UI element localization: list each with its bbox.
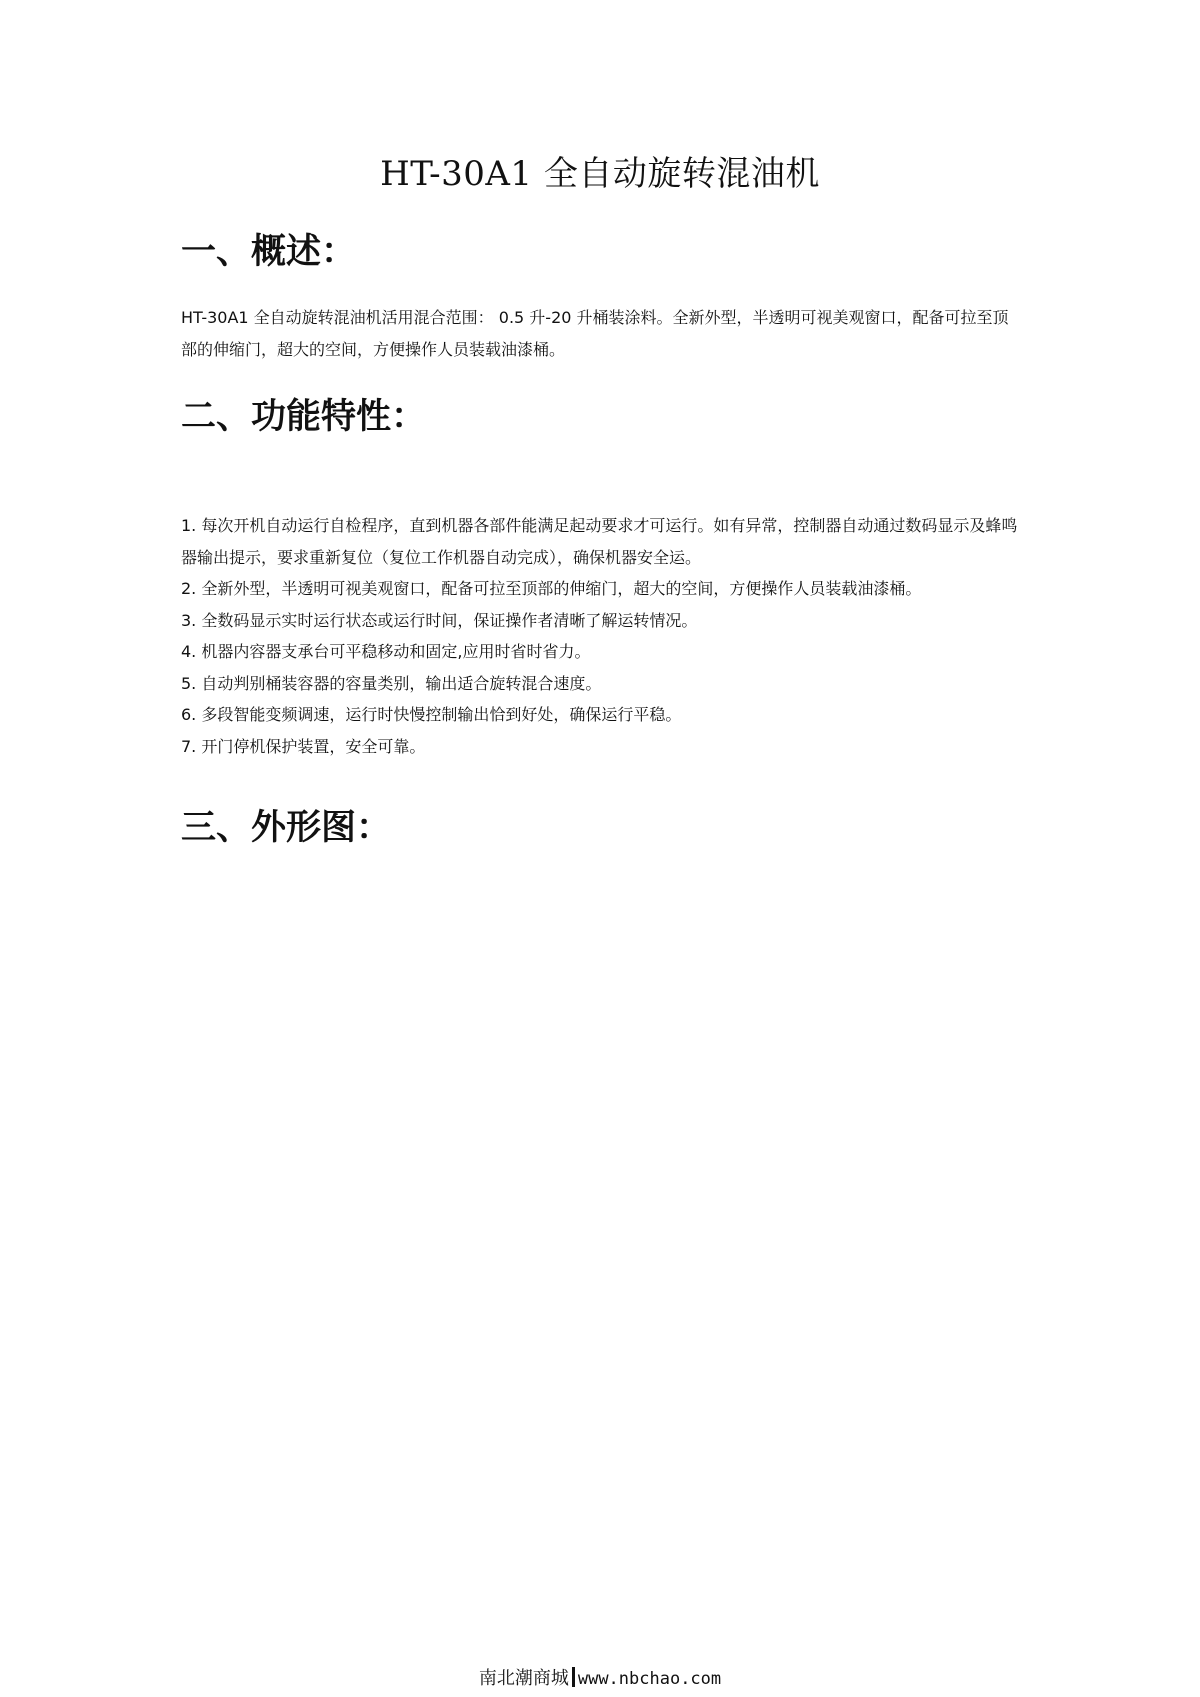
features-list — [181, 510, 1021, 762]
footer-brand: 南北潮商城 — [478, 1668, 569, 1689]
section-heading-features: 二、功能特性： — [181, 397, 427, 437]
footer-url: www.nbchao.com — [577, 1669, 722, 1689]
document-title: HT-30A1 全自动旋转混油机 — [380, 154, 820, 194]
page-footer — [0, 1667, 1200, 1691]
feature-item-1: 1. 每次开机自动运行自检程序，直到机器各部件能满足起动要求才可运行。如有异常，控制器自动通过数码显示及蜂鸣器输出提示，要求重新复位（复位工作机器自动完成），确保机器安全运。 — [181, 516, 1018, 567]
feature-item-7: 7. 开门停机保护装置，安全可靠。 — [181, 736, 426, 756]
feature-item-5: 5. 自动判别桶装容器的容量类别，输出适合旋转混合速度。 — [181, 673, 602, 693]
feature-item-6: 6. 多段智能变频调速，运行时快慢控制输出恰到好处，确保运行平稳。 — [181, 705, 682, 724]
feature-item-2: 2. 全新外型，半透明可视美观窗口，配备可拉至顶部的伸缩门，超大的空间，方便操作人员装载油漆桶。 — [181, 579, 922, 598]
feature-item-4: 4. 机器内容器支承台可平稳移动和固定,应用时省时省力。 — [181, 642, 591, 661]
feature-item-3: 3. 全数码显示实时运行状态或运行时间，保证操作者清晰了解运转情况。 — [181, 610, 698, 630]
section-heading-overview: 一、概述： — [181, 232, 357, 272]
footer-separator — [572, 1667, 575, 1687]
overview-paragraph: HT-30A1 全自动旋转混油机活用混合范围： 0.5 升-20 升桶装涂料。全新外型，半透明可视美观窗口，配备可拉至顶部的伸缩门，超大的空间，方便操作人员装载油漆桶。 — [181, 308, 1009, 359]
section-heading-outline-drawing: 三、外形图： — [181, 808, 392, 848]
